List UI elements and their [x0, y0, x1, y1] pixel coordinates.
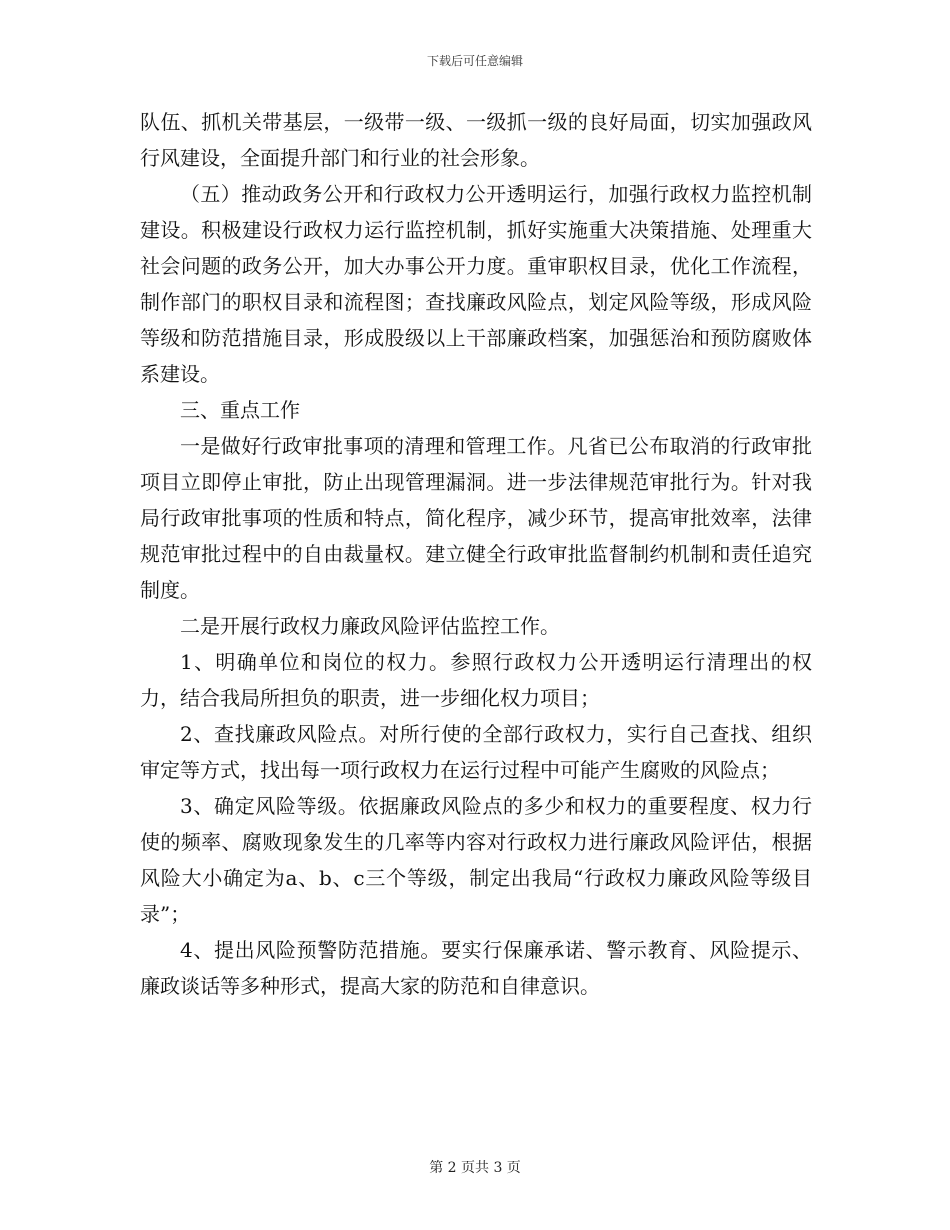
page-number-footer: 第 2 页共 3 页	[429, 1160, 521, 1176]
paragraph-continuation: 队伍、抓机关带基层，一级带一级、一级抓一级的良好局面，切实加强政风行风建设，全面提升部门和行业的社会形象。	[140, 110, 812, 170]
paragraph-point-one: 一是做好行政审批事项的清理和管理工作。凡省已公布取消的行政审批项目立即停止审批，防止出现管理漏洞。进一步法律规范审批行为。针对我局行政审批事项的性质和特点，简化程序，减少环节，提高审批效率，法律规范审批过程中的自由裁量权。建立健全行政审批监督制约机制和责任追究制度。	[140, 434, 812, 602]
section-heading-key-work: 三、重点工作	[180, 398, 300, 422]
list-item-4: 4、提出风险预警防范措施。要实行保廉承诺、警示教育、风险提示、廉政谈话等多种形式，提高大家的防范和自律意识。	[140, 938, 812, 998]
list-item-3: 3、确定风险等级。依据廉政风险点的多少和权力的重要程度、权力行使的频率、腐败现象发生的几率等内容对行政权力进行廉政风险评估，根据风险大小确定为a、b、c三个等级，制定出我局“行政权力廉政风险等级目录”；	[140, 794, 812, 926]
paragraph-point-two: 二是开展行政权力廉政风险评估监控工作。	[180, 614, 560, 638]
document-body	[140, 104, 812, 1004]
paragraph-item-five: （五）推动政务公开和行政权力公开透明运行，加强行政权力监控机制建设。积极建设行政权力运行监控机制，抓好实施重大决策措施、处理重大社会问题的政务公开，加大办事公开力度。重审职权目录，优化工作流程，制作部门的职权目录和流程图；查找廉政风险点，划定风险等级，形成风险等级和防范措施目录，形成股级以上干部廉政档案，加强惩治和预防腐败体系建设。	[140, 182, 812, 386]
list-item-2: 2、查找廉政风险点。对所行使的全部行政权力，实行自己查找、组织审定等方式，找出每一项行政权力在运行过程中可能产生腐败的风险点；	[140, 722, 812, 782]
list-item-1: 1、明确单位和岗位的权力。参照行政权力公开透明运行清理出的权力，结合我局所担负的职责，进一步细化权力项目；	[140, 650, 812, 710]
page-header: 下载后可任意编辑	[426, 54, 523, 68]
